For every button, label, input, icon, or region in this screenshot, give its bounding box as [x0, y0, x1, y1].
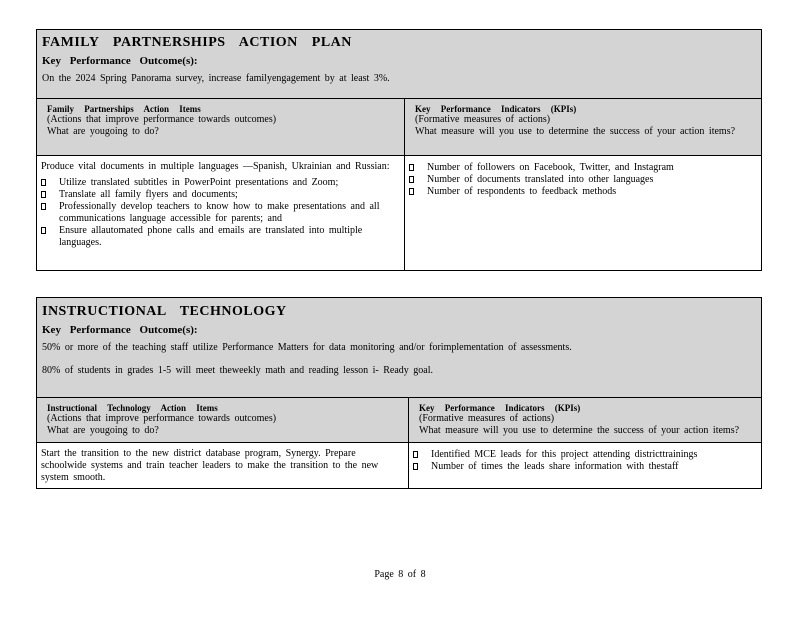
family-plan-title: FAMILY PARTNERSHIPS ACTION PLAN — [42, 35, 352, 50]
tech-content-row — [37, 443, 761, 488]
family-column-headers — [37, 99, 761, 156]
family-action-intro: Produce vital documents in multiple languages —Spanish, Ukrainian and Russian: — [41, 161, 390, 172]
checkbox-bullet-icon — [409, 176, 414, 183]
list-item: Identified MCE leads for this project attending districttrainings — [413, 449, 751, 461]
checkbox-bullet-icon — [41, 191, 46, 198]
tech-action-header: Instructional Technology Action Items (Actions that improve performance towards outcomes) What are yougoing to do? — [37, 398, 409, 442]
list-item: Number of respondents to feedback methods — [409, 186, 751, 198]
list-item: Utilize translated subtitles in PowerPoint presentations and Zoom; — [41, 177, 394, 189]
tech-action-text: Start the transition to the new district database program, Synergy. Prepare schoolwide systems and train teacher leaders to make the transition to the new system smooth. — [41, 448, 379, 483]
family-plan-header — [37, 30, 761, 99]
checkbox-bullet-icon — [409, 188, 414, 195]
instructional-technology-plan — [36, 297, 762, 489]
family-kpi-cell — [405, 156, 761, 270]
family-outcome: On the 2024 Spring Panorama survey, increase familyengagement by at least 3%. — [42, 73, 390, 84]
list-item: Number of documents translated into other languages — [409, 174, 751, 186]
tech-plan-header — [37, 298, 761, 398]
list-item: Professionally develop teachers to know how to make presentations and all communications language accessible for parents; and — [41, 201, 394, 225]
checkbox-bullet-icon — [413, 451, 418, 458]
family-content-row — [37, 156, 761, 270]
tech-kpo-label: Key Performance Outcome(s): — [42, 324, 198, 336]
tech-action-cell — [37, 443, 409, 488]
list-item: Number of followers on Facebook, Twitter, and Instagram — [409, 162, 751, 174]
family-action-cell — [37, 156, 405, 270]
tech-kpi-cell — [409, 443, 761, 488]
tech-outcome-1: 50% or more of the teaching staff utilize Performance Matters for data monitoring and/or forimplementation of assessments. — [42, 342, 572, 353]
family-action-header: Family Partnerships Action Items (Actions that improve performance towards outcomes) What are yougoing to do? — [37, 99, 405, 155]
page-number: Page 8 of 8 — [374, 569, 426, 580]
family-partnerships-plan — [36, 29, 762, 271]
family-kpo-label: Key Performance Outcome(s): — [42, 55, 198, 67]
tech-column-headers — [37, 398, 761, 443]
family-kpi-header: Key Performance Indicators (KPIs) (Formative measures of actions) What measure will you use to determine the success of your action items? — [415, 104, 736, 137]
checkbox-bullet-icon — [409, 164, 414, 171]
checkbox-bullet-icon — [41, 203, 46, 210]
tech-kpi-header: Key Performance Indicators (KPIs) (Formative measures of actions) What measure will you use to determine the success of your action items? — [419, 403, 740, 436]
checkbox-bullet-icon — [413, 463, 418, 470]
tech-plan-title: INSTRUCTIONAL TECHNOLOGY — [42, 304, 287, 319]
list-item: Ensure allautomated phone calls and emails are translated into multiple languages. — [41, 225, 394, 249]
checkbox-bullet-icon — [41, 227, 46, 234]
list-item: Translate all family flyers and documents; — [41, 189, 394, 201]
tech-outcome-2: 80% of students in grades 1-5 will meet theweekly math and reading lesson i- Ready goal. — [42, 365, 434, 376]
list-item: Number of times the leads share information with thestaff — [413, 461, 751, 473]
checkbox-bullet-icon — [41, 179, 46, 186]
